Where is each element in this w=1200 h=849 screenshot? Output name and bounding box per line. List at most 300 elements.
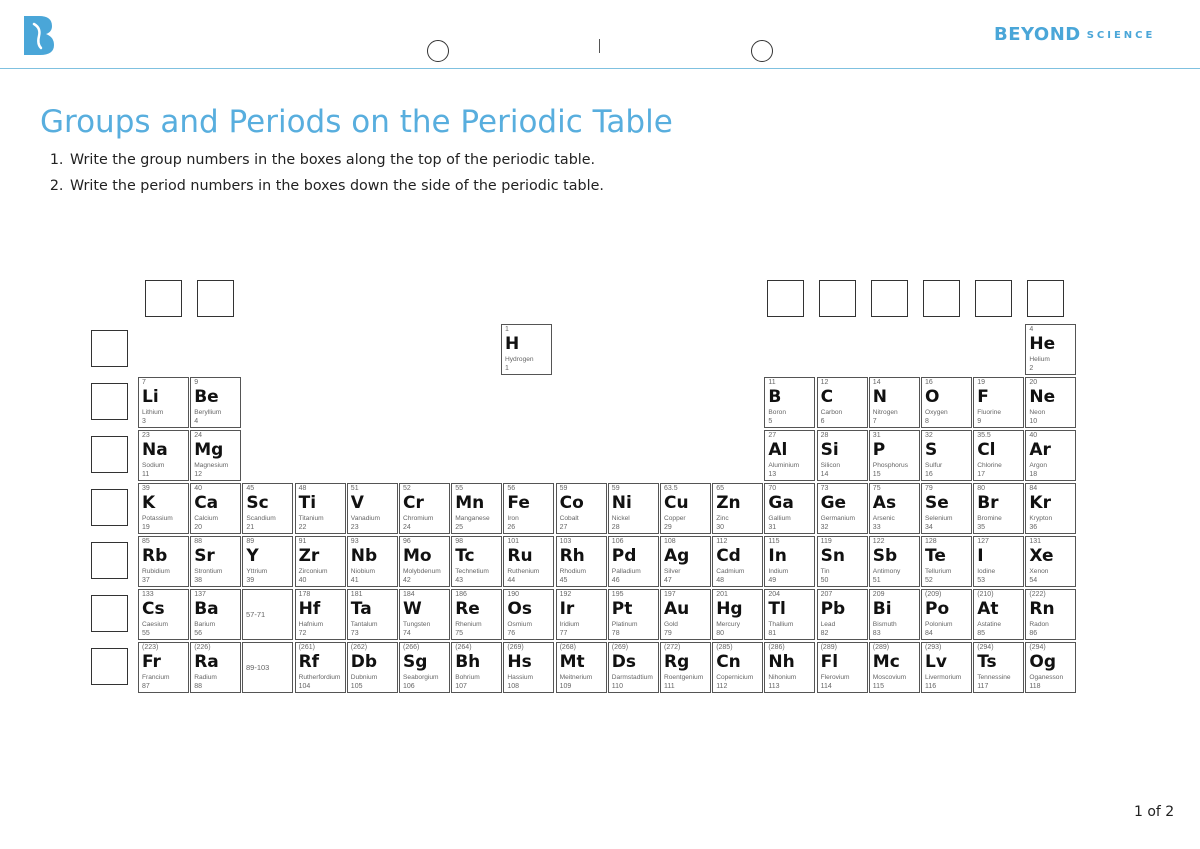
element-mass: 48: [298, 485, 307, 492]
element-mass: 137: [194, 591, 206, 598]
element-number: 53: [977, 577, 985, 584]
element-name: Rhodium: [559, 568, 586, 575]
element-cell-mo: [399, 536, 450, 587]
element-symbol: H: [505, 334, 520, 354]
element-number: 82: [820, 630, 829, 637]
element-symbol: Zr: [298, 546, 320, 566]
element-mass: 24: [194, 432, 202, 439]
element-mass: 192: [559, 591, 572, 598]
element-number: 17: [977, 471, 985, 478]
element-cell-ti: [295, 483, 346, 534]
group-answer-box[interactable]: [819, 280, 856, 317]
element-symbol: Ra: [194, 652, 219, 672]
element-number: 50: [820, 577, 829, 584]
element-name: Niobium: [350, 568, 375, 575]
element-cell-cs: [138, 589, 189, 640]
element-cell-lv: [921, 642, 972, 693]
element-mass: 59: [559, 485, 568, 492]
element-cell-hf: [295, 589, 346, 640]
element-number: 109: [559, 683, 572, 690]
element-symbol: Fr: [142, 652, 161, 672]
element-symbol: Cs: [142, 599, 165, 619]
element-cell-rf: [295, 642, 346, 693]
element-cell-n: [869, 377, 920, 428]
element-symbol: W: [403, 599, 422, 619]
element-name: Scandium: [246, 515, 276, 522]
element-cell-cn: [712, 642, 763, 693]
element-number: 117: [977, 683, 989, 690]
element-number: 16: [925, 471, 933, 478]
element-symbol: Ne: [1029, 387, 1056, 407]
period-answer-box[interactable]: [91, 595, 128, 632]
punch-hole-left: [427, 40, 449, 62]
element-cell-cu: [660, 483, 711, 534]
element-mass: 23: [142, 432, 150, 439]
element-name: Fluorine: [977, 409, 1002, 416]
element-mass: (289): [872, 644, 890, 651]
element-symbol: Au: [664, 599, 690, 619]
element-number: 77: [559, 630, 568, 637]
element-number: 31: [768, 524, 777, 531]
element-number: 104: [298, 683, 311, 690]
element-name: Germanium: [820, 515, 856, 522]
element-symbol: Br: [977, 493, 999, 513]
element-mass: 9: [194, 379, 199, 386]
element-symbol: F: [977, 387, 989, 407]
element-cell-fr: [138, 642, 189, 693]
element-name: Potassium: [142, 515, 173, 522]
element-symbol: S: [925, 440, 938, 460]
group-answer-box[interactable]: [923, 280, 960, 317]
element-number: 2: [1029, 365, 1034, 372]
element-number: 35: [977, 524, 985, 531]
element-cell-c: [817, 377, 868, 428]
element-cell-cr: [399, 483, 450, 534]
element-symbol: Po: [925, 599, 950, 619]
element-cell-w: [399, 589, 450, 640]
element-number: 78: [611, 630, 620, 637]
element-mass: 84: [1029, 485, 1038, 492]
element-number: 4: [194, 418, 199, 425]
element-mass: (223): [142, 644, 159, 651]
element-name: Nihonium: [768, 674, 797, 681]
element-mass: 75: [872, 485, 881, 492]
element-mass: 39: [142, 485, 150, 492]
element-cell-ge: [817, 483, 868, 534]
element-cell-og: [1025, 642, 1076, 693]
element-cell-pb: [817, 589, 868, 640]
element-number: 15: [872, 471, 881, 478]
element-symbol: Ts: [977, 652, 997, 672]
element-mass: 88: [194, 538, 202, 545]
element-number: 55: [142, 630, 150, 637]
element-name: Vanadium: [350, 515, 380, 522]
element-cell-fe: [503, 483, 554, 534]
element-number: 85: [977, 630, 985, 637]
element-cell-cd: [712, 536, 763, 587]
element-number: 112: [716, 683, 728, 690]
element-mass: 195: [611, 591, 624, 598]
element-mass: 101: [507, 538, 520, 545]
element-symbol: Hs: [507, 652, 532, 672]
element-name: Dubnium: [350, 674, 378, 681]
element-name: Antimony: [872, 568, 901, 575]
element-name: Livermorium: [925, 674, 962, 681]
element-symbol: Mc: [872, 652, 900, 672]
element-cell-ag: [660, 536, 711, 587]
element-mass: (269): [507, 644, 524, 651]
element-symbol: Se: [925, 493, 949, 513]
element-number: 7: [872, 418, 877, 425]
element-mass: (272): [664, 644, 681, 651]
element-cell-fl: [817, 642, 868, 693]
element-mass: 184: [403, 591, 415, 598]
element-number: 27: [559, 524, 568, 531]
element-cell-o: [921, 377, 972, 428]
element-symbol: Nb: [350, 546, 378, 566]
element-number: 115: [872, 683, 884, 690]
period-answer-box[interactable]: [91, 648, 128, 685]
element-cell-re: [451, 589, 502, 640]
element-mass: 35.5: [977, 432, 991, 439]
element-name: Lead: [820, 621, 836, 628]
element-symbol: K: [142, 493, 156, 513]
element-cell-te: [921, 536, 972, 587]
element-name: Iron: [507, 515, 519, 522]
group-answer-box[interactable]: [145, 280, 182, 317]
element-symbol: Db: [350, 652, 378, 672]
element-name: Silver: [664, 568, 681, 575]
element-symbol: As: [872, 493, 897, 513]
element-mass: 19: [977, 379, 985, 386]
element-symbol: Tl: [768, 599, 786, 619]
element-cell-ta: [347, 589, 398, 640]
element-mass: 181: [350, 591, 363, 598]
element-symbol: Tc: [455, 546, 475, 566]
element-number: 13: [768, 471, 777, 478]
element-mass: (285): [716, 644, 733, 651]
element-symbol: Kr: [1029, 493, 1051, 513]
beyond-b-logo-icon: [22, 14, 56, 56]
element-cell-ds: [608, 642, 659, 693]
element-name: Silicon: [820, 462, 841, 469]
element-symbol: Y: [246, 546, 259, 566]
element-mass: (289): [820, 644, 837, 651]
element-number: 81: [768, 630, 777, 637]
element-name: Helium: [1029, 356, 1050, 363]
element-cell-as: [869, 483, 920, 534]
element-number: 3: [142, 418, 146, 425]
element-name: Cadmium: [716, 568, 745, 575]
element-name: Oganesson: [1029, 674, 1064, 681]
element-cell-sc: [242, 483, 293, 534]
element-symbol: Ir: [559, 599, 575, 619]
element-mass: 93: [350, 538, 359, 545]
element-cell-he: [1025, 324, 1076, 375]
element-symbol: Ta: [350, 599, 372, 619]
element-mass: (209): [925, 591, 942, 598]
element-symbol: Bi: [872, 599, 892, 619]
element-name: Ruthenium: [507, 568, 540, 575]
element-mass: 207: [820, 591, 833, 598]
element-name: Magnesium: [194, 462, 229, 469]
element-cell-y: [242, 536, 293, 587]
element-cell-b: [764, 377, 815, 428]
element-symbol: Zn: [716, 493, 741, 513]
element-cell-li: [138, 377, 189, 428]
element-name: Selenium: [925, 515, 953, 522]
element-number: 84: [925, 630, 933, 637]
element-number: 41: [350, 577, 359, 584]
element-symbol: Na: [142, 440, 168, 460]
element-number: 28: [611, 524, 620, 531]
element-mass: 178: [298, 591, 311, 598]
element-mass: 98: [455, 538, 463, 545]
element-mass: (268): [559, 644, 576, 651]
element-number: 107: [455, 683, 467, 690]
period-answer-box[interactable]: [91, 489, 128, 526]
page-number: 1 of 2: [1134, 804, 1175, 820]
element-number: 9: [977, 418, 982, 425]
element-cell-rb: [138, 536, 189, 587]
element-number: 72: [298, 630, 307, 637]
element-mass: (222): [1029, 591, 1046, 598]
element-name: Tantalum: [350, 621, 378, 628]
element-number: 47: [664, 577, 672, 584]
element-name: Iridium: [559, 621, 580, 628]
element-cell-rg: [660, 642, 711, 693]
element-number: 51: [872, 577, 881, 584]
element-cell-cl: [973, 430, 1024, 481]
element-symbol: Li: [142, 387, 159, 407]
element-symbol: Pd: [611, 546, 637, 566]
element-name: Rubidium: [142, 568, 170, 575]
element-cell-se: [921, 483, 972, 534]
instruction-item: 1. Write the group numbers in the boxes along the top of the periodic table.: [68, 152, 604, 168]
element-name: Calcium: [194, 515, 219, 522]
punch-hole-right: [751, 40, 773, 62]
element-number: 1: [505, 365, 509, 372]
header-divider: [0, 68, 1200, 69]
element-mass: 85: [142, 538, 150, 545]
element-number: 108: [507, 683, 520, 690]
element-mass: 20: [1029, 379, 1038, 386]
element-name: Tennessine: [977, 674, 1011, 681]
element-mass: (293): [925, 644, 942, 651]
element-number: 118: [1029, 683, 1041, 690]
element-number: 52: [925, 577, 933, 584]
element-symbol: Co: [559, 493, 584, 513]
element-cell-h: [501, 324, 552, 375]
group-answer-box[interactable]: [1027, 280, 1064, 317]
element-name: Technetium: [455, 568, 489, 575]
element-name: Caesium: [142, 621, 169, 628]
element-symbol: Ar: [1029, 440, 1051, 460]
element-cell-ru: [503, 536, 554, 587]
element-symbol: O: [925, 387, 940, 407]
element-name: Moscovium: [872, 674, 907, 681]
element-name: Gold: [664, 621, 678, 628]
element-mass: 79: [925, 485, 933, 492]
element-cell-mn: [451, 483, 502, 534]
element-mass: 122: [872, 538, 885, 545]
element-symbol: Ba: [194, 599, 219, 619]
element-number: 43: [455, 577, 463, 584]
element-name: Platinum: [611, 621, 638, 628]
element-name: Krypton: [1029, 515, 1053, 522]
element-mass: 51: [350, 485, 359, 492]
group-answer-box[interactable]: [767, 280, 804, 317]
element-name: Molybdenum: [403, 568, 441, 575]
element-mass: 32: [925, 432, 933, 439]
period-answer-box[interactable]: [91, 542, 128, 579]
element-symbol: Sc: [246, 493, 269, 513]
element-symbol: Ni: [611, 493, 632, 513]
element-symbol: Be: [194, 387, 219, 407]
element-symbol: V: [350, 493, 364, 513]
element-symbol: Mn: [455, 493, 485, 513]
element-number: 48: [716, 577, 724, 584]
element-name: Tin: [820, 568, 830, 575]
element-cell-p: [869, 430, 920, 481]
instruction-item: 2. Write the period numbers in the boxes down the side of the periodic table.: [68, 178, 604, 194]
element-mass: 16: [925, 379, 933, 386]
element-name: Seaborgium: [403, 674, 439, 681]
element-mass: 28: [820, 432, 829, 439]
period-answer-box[interactable]: [91, 330, 128, 367]
element-mass: 27: [768, 432, 777, 439]
element-number: 38: [194, 577, 202, 584]
element-cell-zr: [295, 536, 346, 587]
element-cell-mt: [556, 642, 607, 693]
element-mass: 65: [716, 485, 724, 492]
group-answer-box[interactable]: [871, 280, 908, 317]
element-name: Meitnerium: [559, 674, 593, 681]
element-name: Rhenium: [455, 621, 482, 628]
element-symbol: Pt: [611, 599, 633, 619]
element-number: 111: [664, 683, 675, 690]
element-number: 25: [455, 524, 463, 531]
element-mass: 80: [977, 485, 985, 492]
element-cell-s: [921, 430, 972, 481]
element-mass: 108: [664, 538, 676, 545]
element-number: 37: [142, 577, 150, 584]
element-name: Tungsten: [403, 621, 431, 628]
element-cell-bh: [451, 642, 502, 693]
element-symbol: Sr: [194, 546, 215, 566]
element-symbol: Nh: [768, 652, 795, 672]
element-number: 114: [820, 683, 832, 690]
element-cell-rn: [1025, 589, 1076, 640]
element-mass: 59: [611, 485, 620, 492]
element-symbol: Ag: [664, 546, 690, 566]
element-number: 20: [194, 524, 202, 531]
element-name: Yttrium: [246, 568, 268, 575]
element-cell-ts: [973, 642, 1024, 693]
element-cell-br: [973, 483, 1024, 534]
element-cell-os: [503, 589, 554, 640]
group-answer-box[interactable]: [197, 280, 234, 317]
element-cell-pt: [608, 589, 659, 640]
element-number: 32: [820, 524, 829, 531]
element-name: Radon: [1029, 621, 1049, 628]
element-cell-ni: [608, 483, 659, 534]
element-symbol: Ca: [194, 493, 219, 513]
element-cell-co: [556, 483, 607, 534]
element-name: Nitrogen: [872, 409, 898, 416]
element-symbol: Cr: [403, 493, 424, 513]
element-name: Xenon: [1029, 568, 1049, 575]
element-mass: 103: [559, 538, 572, 545]
element-name: Aluminium: [768, 462, 800, 469]
element-name: Strontium: [194, 568, 223, 575]
period-answer-box[interactable]: [91, 436, 128, 473]
element-mass: 31: [872, 432, 881, 439]
element-number: 46: [611, 577, 620, 584]
element-number: 39: [246, 577, 255, 584]
element-name: Iodine: [977, 568, 996, 575]
element-symbol: Pb: [820, 599, 846, 619]
group-answer-box[interactable]: [975, 280, 1012, 317]
element-symbol: Al: [768, 440, 788, 460]
element-number: 79: [664, 630, 672, 637]
element-name: Lithium: [142, 409, 164, 416]
element-mass: (261): [298, 644, 315, 651]
element-name: Zinc: [716, 515, 729, 522]
element-mass: (269): [611, 644, 629, 651]
element-cell-v: [347, 483, 398, 534]
element-mass: (294): [1029, 644, 1046, 651]
element-number: 45: [559, 577, 568, 584]
element-symbol: Rg: [664, 652, 690, 672]
element-mass: 115: [768, 538, 780, 545]
element-symbol: Ge: [820, 493, 847, 513]
element-name: Flerovium: [820, 674, 850, 681]
element-cell-au: [660, 589, 711, 640]
element-number: 22: [298, 524, 307, 531]
element-mass: 4: [1029, 326, 1034, 333]
element-name: Arsenic: [872, 515, 895, 522]
element-number: 54: [1029, 577, 1038, 584]
element-number: 44: [507, 577, 516, 584]
element-name: Sodium: [142, 462, 165, 469]
element-number: 6: [820, 418, 825, 425]
element-name: Osmium: [507, 621, 532, 628]
element-cell-hs: [503, 642, 554, 693]
element-name: Beryllium: [194, 409, 222, 416]
element-mass: 119: [820, 538, 832, 545]
element-mass: 131: [1029, 538, 1042, 545]
element-name: Hydrogen: [505, 356, 534, 363]
period-answer-box[interactable]: [91, 383, 128, 420]
element-number: 73: [350, 630, 359, 637]
element-symbol: Os: [507, 599, 532, 619]
element-mass: 89: [246, 538, 255, 545]
element-cell-f: [973, 377, 1024, 428]
element-name: Radium: [194, 674, 217, 681]
element-cell-i: [973, 536, 1024, 587]
element-symbol: Hg: [716, 599, 743, 619]
element-number: 40: [298, 577, 307, 584]
element-name: Bismuth: [872, 621, 897, 628]
element-cell-nb: [347, 536, 398, 587]
element-name: Palladium: [611, 568, 641, 575]
element-cell-mc: [869, 642, 920, 693]
element-symbol: Rh: [559, 546, 585, 566]
element-number: 5: [768, 418, 773, 425]
element-mass: 112: [716, 538, 728, 545]
element-mass: 73: [820, 485, 829, 492]
